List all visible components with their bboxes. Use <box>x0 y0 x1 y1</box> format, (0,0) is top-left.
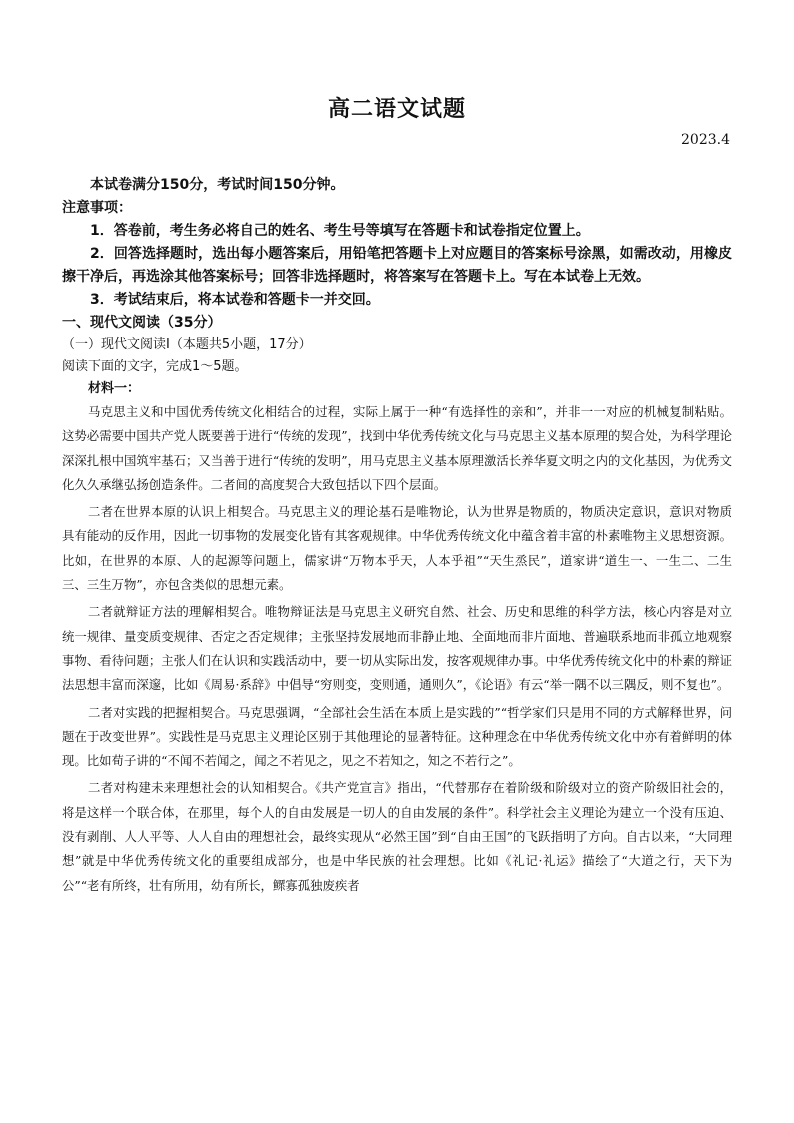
notice-intro: 本试卷满分150分，考试时间150分钟。 <box>90 177 345 193</box>
notice-heading: 注意事项： <box>62 200 132 216</box>
section-instruction: 阅读下面的文字，完成1～5题。 <box>62 359 248 374</box>
article-paragraph-1: 马克思主义和中国优秀传统文化相结合的过程，实际上属于一种“有选择性的亲和”，并非一一对应的机械复制粘贴。这势必需要中国共产党人既要善于进行“传统的发现”，找到中华优秀传统文化与马克思主义基本原理的契合处，为科学理论深深扎根中国筑牢基石；又当善于进行“传统的发明”，用马克思主义基本原理激活长养华夏文明之内的文化基因，为优秀文化久久承继弘扬创造条件。二者间的高度契合大致包括以下四个层面。 <box>62 404 732 492</box>
exam-date: 2023.4 <box>681 132 730 148</box>
notice-item-1: 1．答卷前，考生务必将自己的姓名、考生号等填写在答题卡和试卷指定位置上。 <box>90 223 590 239</box>
notice-item-3: 3．考试结束后，将本试卷和答题卡一并交回。 <box>90 292 380 308</box>
exam-content <box>62 174 732 898</box>
article-paragraph-4: 二者对实践的把握相契合。马克思强调，“全部社会生活在本质上是实践的”“哲学家们只是用不同的方式解释世界，问题在于改变世界”。实践性是马克思主义理论区别于其他理论的显著特征。这种理念在中华优秀传统文化中亦有着鲜明的体现。比如荀子讲的“不闻不若闻之，闻之不若见之，见之不若知之，知之不若行之”。 <box>62 704 732 769</box>
section-subtitle: （一）现代文阅读Ⅰ（本题共5小题，17分） <box>62 337 312 352</box>
article-paragraph-2: 二者在世界本原的认识上相契合。马克思主义的理论基石是唯物论，认为世界是物质的，物质决定意识，意识对物质具有能动的反作用，因此一切事物的发展变化皆有其客观规律。中华优秀传统文化中蕴含着丰富的朴素唯物主义思想资源。比如，在世界的本原、人的起源等问题上，儒家讲“万物本乎天，人本乎祖”“天生烝民”，道家讲“道生一、一生二、二生三、三生万物”，亦包含类似的思想元素。 <box>62 504 732 593</box>
section-title: 一、现代文阅读（35分） <box>62 315 222 331</box>
article-paragraph-3: 二者就辩证方法的理解相契合。唯物辩证法是马克思主义研究自然、社会、历史和思维的科学方法，核心内容是对立统一规律、量变质变规律、否定之否定规律；主张坚持发展地而非静止地、全面地而非片面地、普遍联系地而非孤立地观察事物、看待问题；主张人们在认识和实践活动中，要一切从实际出发，按客观规律办事。中华优秀传统文化中的朴素的辩证法思想丰富而深邃，比如《周易·系辞》中倡导“穷则变，变则通，通则久”，《论语》有云“举一隅不以三隅反，则不复也”。 <box>62 604 732 693</box>
article-paragraph-5: 二者对构建未来理想社会的认知相契合。《共产党宣言》指出，“代替那存在着阶级和阶级对立的资产阶级旧社会的，将是这样一个联合体，在那里，每个人的自由发展是一切人的自由发展的条件”。科学社会主义理论为建立一个没有压迫、没有剥削、人人平等、人人自由的理想社会，最终实现从“必然王国”到“自由王国”的飞跃指明了方向。自古以来，“大同理想”就是中华优秀传统文化的重要组成部分，也是中华民族的社会理想。比如《礼记·礼运》描绘了“大道之行，天下为公”“老有所终，壮有所用，幼有所长，鳏寡孤独废疾者 <box>62 780 732 893</box>
material-label: 材料一： <box>88 381 141 396</box>
article-body <box>62 400 732 898</box>
notice-item-2: 2．回答选择题时，选出每小题答案后，用铅笔把答题卡上对应题目的答案标号涂黑，如需改动，用橡皮擦干净后，再选涂其他答案标号；回答非选择题时，将答案写在答题卡上。写在本试卷上无效。 <box>62 246 732 285</box>
exam-title: 高二语文试题 <box>327 96 466 122</box>
notice-block <box>62 174 732 312</box>
